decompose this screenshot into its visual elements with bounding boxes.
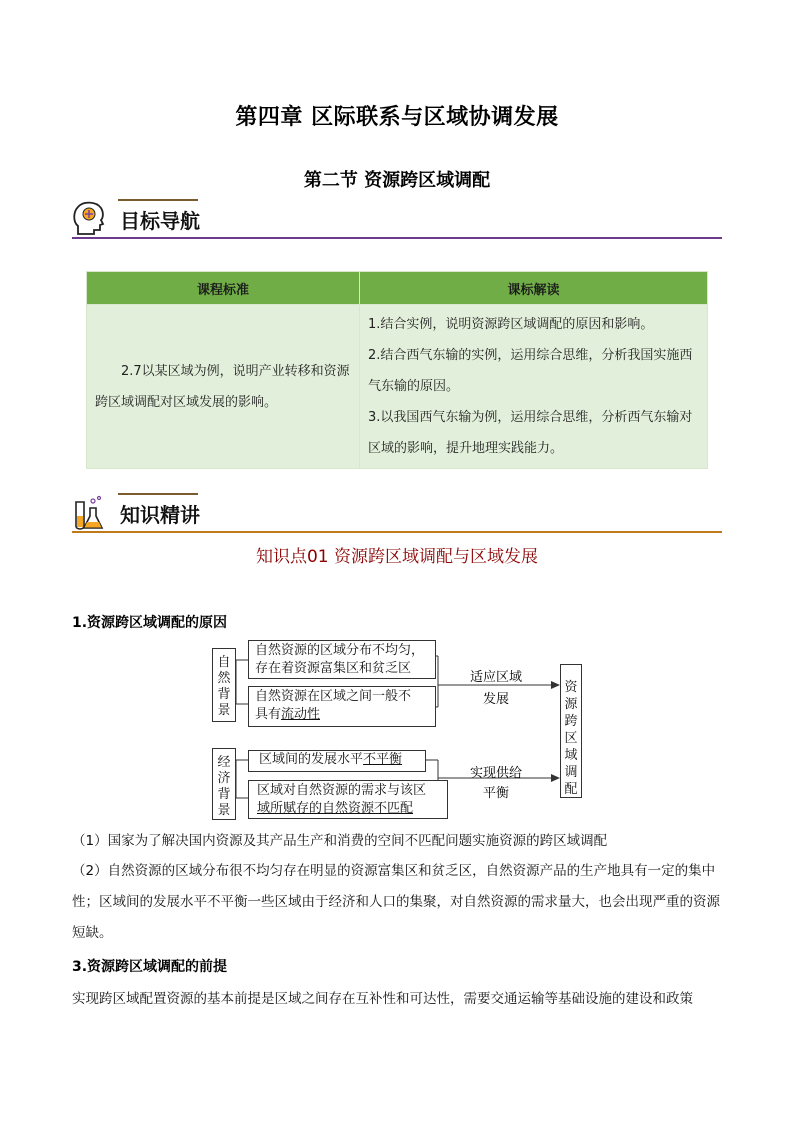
head-bulb-icon [72,200,106,238]
box-line: 自然资源在区域之间一般不 [255,689,412,704]
paragraph-1: （1）国家为了解决国内资源及其产品生产和消费的空间不匹配问题实施资源的跨区域调配 [72,833,608,849]
box-text: 具有 [255,707,282,722]
interpretation-item: 2.结合西气东输的实例，运用综合思维，分析我国实施西气东输的原因。 [368,348,693,394]
economic-box-mismatch [248,780,448,819]
paragraph-3: 实现跨区域配置资源的基本前提是区域之间存在互补性和可达性，需要交通运输等基础设施的建设和政策 [72,991,693,1007]
table-header-interpretation: 课标解读 [360,272,708,305]
box-text: 区域间的发展水平 [259,752,364,767]
reasons-heading: 1.资源跨区域调配的原因 [72,615,228,631]
knowledge-overline [118,493,198,495]
arrow-label-line: 平衡 [482,786,509,801]
natural-box-uneven [248,640,436,679]
goals-section-header [72,200,722,240]
knowledge-heading: 知识精讲 [120,503,200,527]
arrow-label-line: 发展 [482,692,509,707]
economic-background-label-box [212,748,236,820]
box-line: 自然资源的区域分布不均匀， [255,643,425,658]
goals-heading: 目标导航 [120,209,200,233]
goals-divider [72,237,722,239]
natural-arrow-label [446,666,546,685]
box-line: 区域对自然资源的需求与该区 [257,783,427,798]
underlined-term: 流动性 [281,707,321,722]
underlined-term: 不平衡 [363,752,403,767]
section-title: 第二节 资源跨区域调配 [303,170,491,191]
table-row [87,305,708,469]
economic-background-label: 经济背景 [217,755,231,818]
flask-icon [72,494,106,532]
premise-heading: 3.资源跨区域调配的前提 [72,959,228,975]
natural-background-label-box [212,648,236,722]
table-header-standard: 课程标准 [87,272,360,305]
economic-arrow-label [446,762,546,781]
box-line [255,706,435,724]
table-header-row [87,272,708,305]
interpretation-cell [360,305,708,469]
standard-cell: 2.7以某区域为例，说明产业转移和资源跨区域调配对区域发展的影响。 [87,305,360,469]
natural-background-label: 自然背景 [217,655,231,718]
arrow-label-line: 适应区域 [469,670,522,685]
curriculum-table [86,271,708,469]
paragraph-2: （2）自然资源的区域分布很不均匀存在明显的资源富集区和贫乏区，自然资源产品的生产地具有一定的集中性；区域间的发展水平不平衡一些区域由于经济和人口的集聚，对自然资源的需求量大，也会出现严重的资源短缺。 [72,863,720,941]
natural-box-immobile [248,686,436,727]
knowledge-divider [72,531,722,533]
arrow-label-line: 实现供给 [469,766,522,781]
economic-arrow-label-2 [446,782,546,801]
result-label: 资源跨区域调配 [564,680,578,797]
box-line: 域所赋存的自然资源不匹配 [257,801,414,816]
interpretation-item: 3.以我国西气东输为例，运用综合思维，分析西气东输对区域的影响，提升地理实践能力。 [368,410,693,456]
goals-overline [118,199,198,201]
chapter-title: 第四章 区际联系与区域协调发展 [235,104,559,130]
interpretation-item: 1.结合实例，说明资源跨区域调配的原因和影响。 [368,317,654,332]
result-box [560,664,582,798]
economic-box-unbalanced [248,750,426,772]
box-line: 存在着资源富集区和贫乏区 [255,661,412,676]
natural-arrow-label-2 [446,688,546,707]
knowledge-section-header [72,494,722,534]
knowledge-point-title: 知识点01 资源跨区域调配与区域发展 [255,547,539,567]
